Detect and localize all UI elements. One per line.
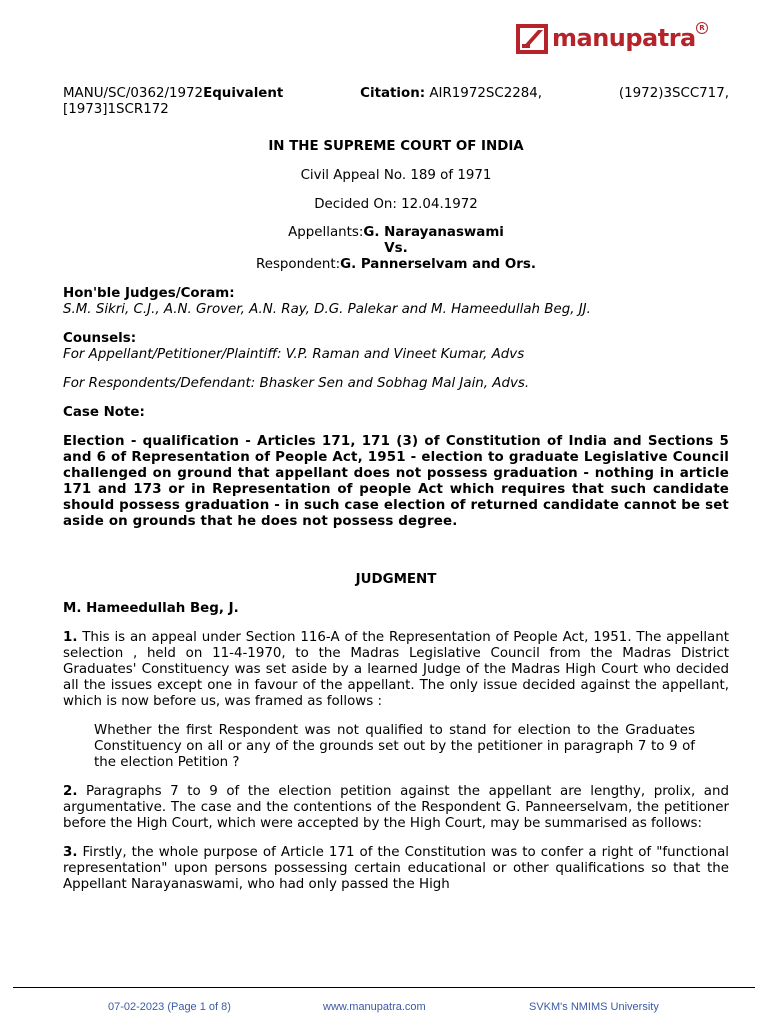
paragraph-3 (63, 845, 729, 893)
counsel-appellant: For Appellant/Petitioner/Plaintiff: V.P. Raman and Vineet Kumar, Advs (63, 347, 525, 362)
case-number: Civil Appeal No. 189 of 1971 (300, 168, 492, 183)
paragraph-number: 2. (63, 784, 78, 799)
court-name: IN THE SUPREME COURT OF INDIA (268, 139, 524, 154)
footer-date-page: 07-02-2023 (Page 1 of 8) (108, 1001, 231, 1013)
judges-list: S.M. Sikri, C.J., A.N. Grover, A.N. Ray, D.G. Palekar and M. Hameedullah Beg, JJ. (63, 302, 591, 317)
paragraph-text: Firstly, the whole purpose of Article 171 of the Constitution was to confer a right of "functional representation" upon persons possessing certain educational or other qualifications so that the Appellant Narayanaswami, who had only passed the High (63, 845, 729, 892)
case-note-text: Election - qualification - Articles 171, 171 (3) of Constitution of India and Sections 5 and 6 of Representation of People Act, 1951 - election to graduate Legislative Council challenged on ground that appellant does not possess graduation - nothing in article 171 and 173 or in Representation of people Act which requires that such candidate should possess graduation - in such case election of returned candidate cannot be set aside on grounds that he does not possess degree. (63, 434, 729, 529)
manu-citation: MANU/SC/0362/1972 (63, 86, 204, 101)
judgment-author: M. Hameedullah Beg, J. (63, 601, 239, 616)
manupatra-logo-icon (516, 24, 548, 54)
equivalent-label: Equivalent (203, 86, 284, 101)
footer-divider (13, 987, 755, 988)
logo-brand-text: manupatra (552, 24, 696, 52)
judgment-document (63, 86, 729, 893)
paragraph-text: Paragraphs 7 to 9 of the election petition against the appellant are lengthy, prolix, and argumentative. The case and the contentions of the Respondent G. Panneerselvam, the petitioner before the High Court, which were accepted by the High Court, may be summarised as follows: (63, 784, 729, 831)
appellants-line (63, 225, 729, 241)
citation-line (63, 86, 729, 102)
judges-heading: Hon'ble Judges/Coram: (63, 286, 235, 301)
decided-on: Decided On: 12.04.1972 (314, 197, 478, 212)
scc-citation: (1972)3SCC717, (618, 86, 729, 101)
counsel-respondent: For Respondents/Defendant: Bhasker Sen and Sobhag Mal Jain, Advs. (63, 376, 530, 391)
versus: Vs. (384, 241, 408, 256)
respondent-name: G. Pannerselvam and Ors. (340, 257, 536, 272)
appellants-label: Appellants: (288, 225, 364, 240)
respondent-line (63, 257, 729, 273)
citation-label: Citation: (360, 86, 426, 101)
paragraph-number: 1. (63, 630, 78, 645)
counsels-heading: Counsels: (63, 331, 137, 346)
respondent-label: Respondent: (256, 257, 341, 272)
paragraph-number: 3. (63, 845, 78, 860)
paragraph-1 (63, 630, 729, 710)
footer-university: SVKM's NMIMS University (529, 1001, 659, 1013)
air-citation: AIR1972SC2284, (429, 86, 543, 101)
paragraph-text: This is an appeal under Section 116-A of the Representation of People Act, 1951. The appellant selection , held on 11-4-1970, to the Madras Legislative Council from the Madras District Graduates' Constituency was set aside by a learned Judge of the Madras High Court who decided all the issues except one in favour of the appellant. The only issue decided against the appellant, which is now before us, was framed as follows : (63, 630, 729, 709)
registered-mark: R (696, 22, 708, 34)
appellants-name: G. Narayanaswami (363, 225, 504, 240)
footer-website-link[interactable]: www.manupatra.com (323, 1001, 426, 1013)
judgment-heading: JUDGMENT (355, 572, 437, 587)
paragraph-2 (63, 784, 729, 832)
scr-citation: [1973]1SCR172 (63, 102, 169, 117)
case-note-heading: Case Note: (63, 405, 145, 420)
issue-quote: Whether the first Respondent was not qualified to stand for election to the Graduates Constituency on all or any of the grounds set out by the petitioner in paragraph 7 to 9 of the election Petition ? (94, 723, 695, 770)
manupatra-logo (516, 22, 708, 58)
